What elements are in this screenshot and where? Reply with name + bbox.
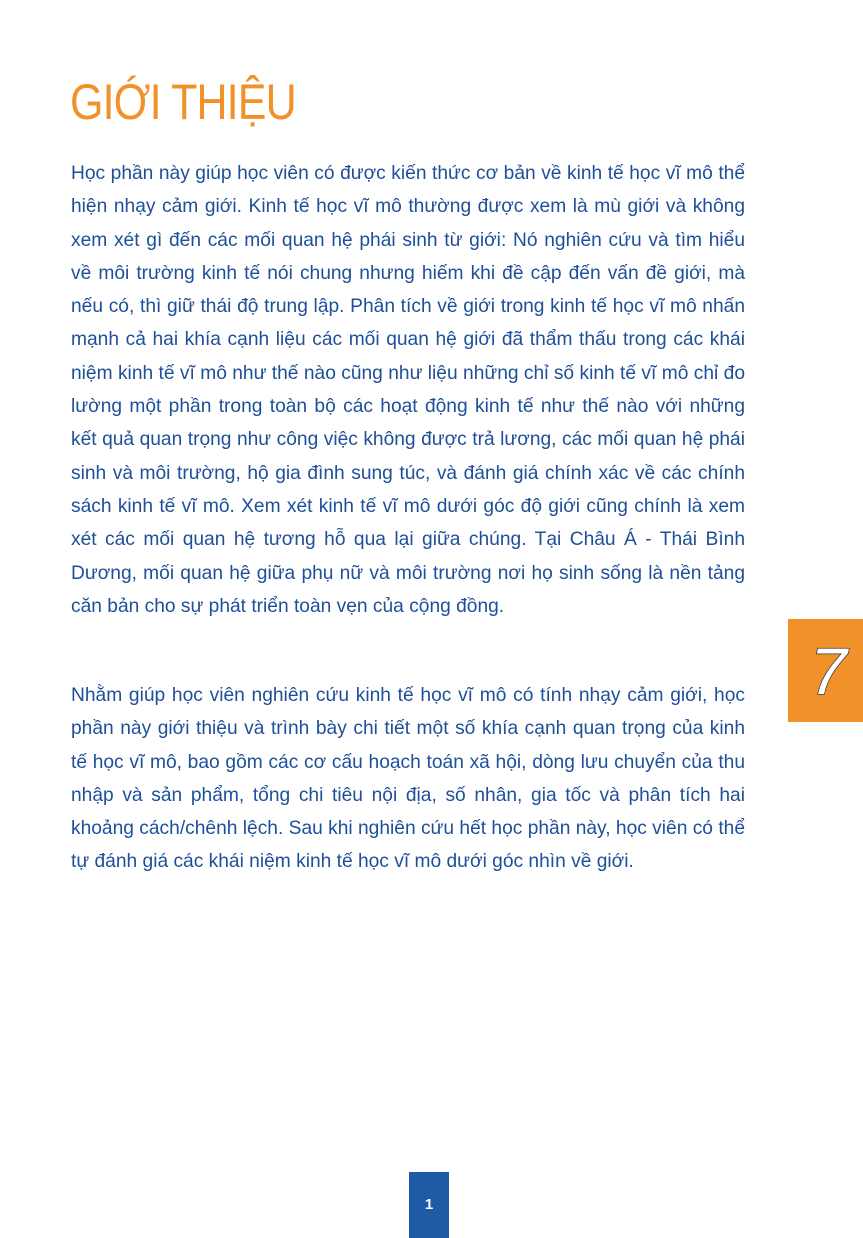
- page-title: GIỚI THIỆU: [70, 74, 296, 130]
- chapter-number: 7: [810, 633, 847, 708]
- intro-paragraph-2: Nhằm giúp học viên nghiên cứu kinh tế học vĩ mô có tính nhạy cảm giới, học phần này giới thiệu và trình bày chi tiết một số khía cạnh quan trọng của kinh tế học vĩ mô, bao gồm các cơ cấu hoạch toán xã hội, dòng lưu chuyển của thu nhập và sản phẩm, tổng chi tiêu nội địa, số nhân, gia tốc và phân tích hai khoảng cách/chênh lệch. Sau khi nghiên cứu hết học phần này, học viên có thể tự đánh giá các khái niệm kinh tế học vĩ mô dưới góc nhìn về giới.: [71, 685, 745, 873]
- chapter-tab: [788, 619, 863, 722]
- intro-paragraph-1: Học phần này giúp học viên có được kiến thức cơ bản về kinh tế học vĩ mô thể hiện nhạy cảm giới. Kinh tế học vĩ mô thường được xem là mù giới và không xem xét gì đến các mối quan hệ phái sinh từ giới: Nó nghiên cứu và tìm hiểu về môi trường kinh tế nói chung nhưng hiếm khi đề cập đến vấn đề giới, mà nếu có, thì giữ thái độ trung lập. Phân tích về giới trong kinh tế học vĩ mô nhấn mạnh cả hai khía cạnh liệu các mối quan hệ giới đã thẩm thấu trong các khái niệm kinh tế vĩ mô như thế nào cũng như liệu những chỉ số kinh tế vĩ mô chỉ đo lường một phần trong toàn bộ các hoạt động kinh tế như thế nào với những kết quả quan trọng như công việc không được trả lương, các mối quan hệ phái sinh và môi trường, hộ gia đình sung túc, và đánh giá chính xác về các chính sách kinh tế vĩ mô. Xem xét kinh tế vĩ mô dưới góc độ giới cũng chính là xem xét các mối quan hệ tương hỗ qua lại giữa chúng. Tại Châu Á - Thái Bình Dương, mối quan hệ giữa phụ nữ và môi trường nơi họ sinh sống là nền tảng căn bản cho sự phát triển toàn vẹn của cộng đồng.: [71, 163, 745, 617]
- page-number-tab: [409, 1172, 449, 1238]
- page-number: 1: [424, 1195, 434, 1213]
